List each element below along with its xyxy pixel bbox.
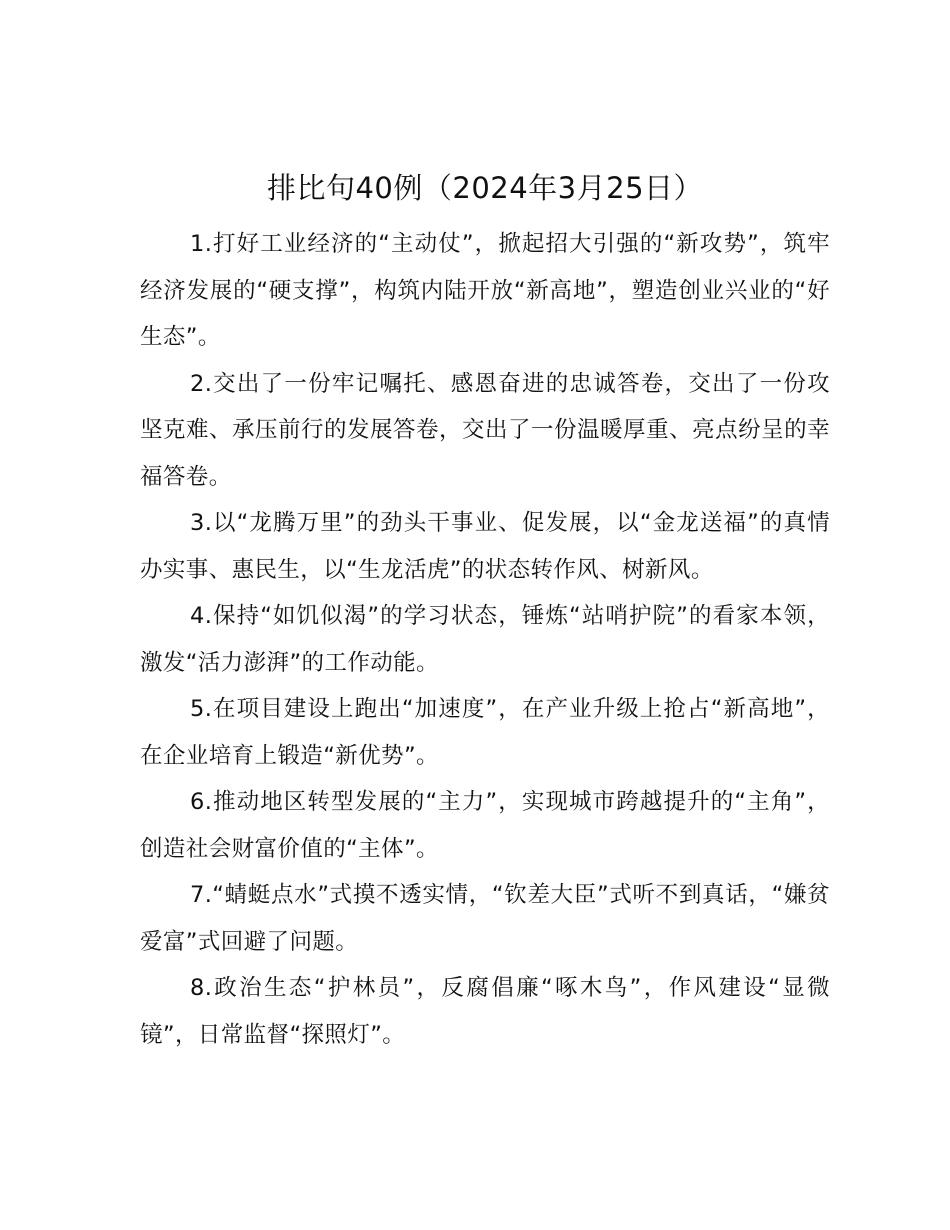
- paragraph-8: 8.政治生态“护林员”，反腐倡廉“啄木鸟”，作风建设“显微镜”，日常监督“探照灯”。: [140, 975, 830, 1048]
- paragraph-4: 4.保持“如饥似渴”的学习状态，锤炼“站哨护院”的看家本领，激发“活力澎湃”的工作动能。: [140, 603, 830, 676]
- document-title: 排比句40例（2024年3月25日）: [266, 171, 704, 205]
- paragraph-2: 2.交出了一份牢记嘱托、感恩奋进的忠诚答卷，交出了一份攻坚克难、承压前行的发展答卷，交出了一份温暖厚重、亮点纷呈的幸福答卷。: [140, 370, 830, 490]
- paragraph-7: 7.“蜻蜓点水”式摸不透实情，“钦差大臣”式听不到真话，“嫌贫爱富”式回避了问题。: [140, 882, 830, 955]
- paragraph-5: 5.在项目建设上跑出“加速度”，在产业升级上抢占“新高地”，在企业培育上锻造“新优势”。: [140, 696, 830, 769]
- paragraph-6: 6.推动地区转型发展的“主力”，实现城市跨越提升的“主角”，创造社会财富价值的“主体”。: [140, 789, 830, 862]
- paragraph-1: 1.打好工业经济的“主动仗”，掀起招大引强的“新攻势”，筑牢经济发展的“硬支撑”，构筑内陆开放“新高地”，塑造创业兴业的“好生态”。: [140, 231, 830, 350]
- paragraph-3: 3.以“龙腾万里”的劲头干事业、促发展，以“金龙送福”的真情办实事、惠民生，以“生龙活虎”的状态转作风、树新风。: [140, 510, 830, 583]
